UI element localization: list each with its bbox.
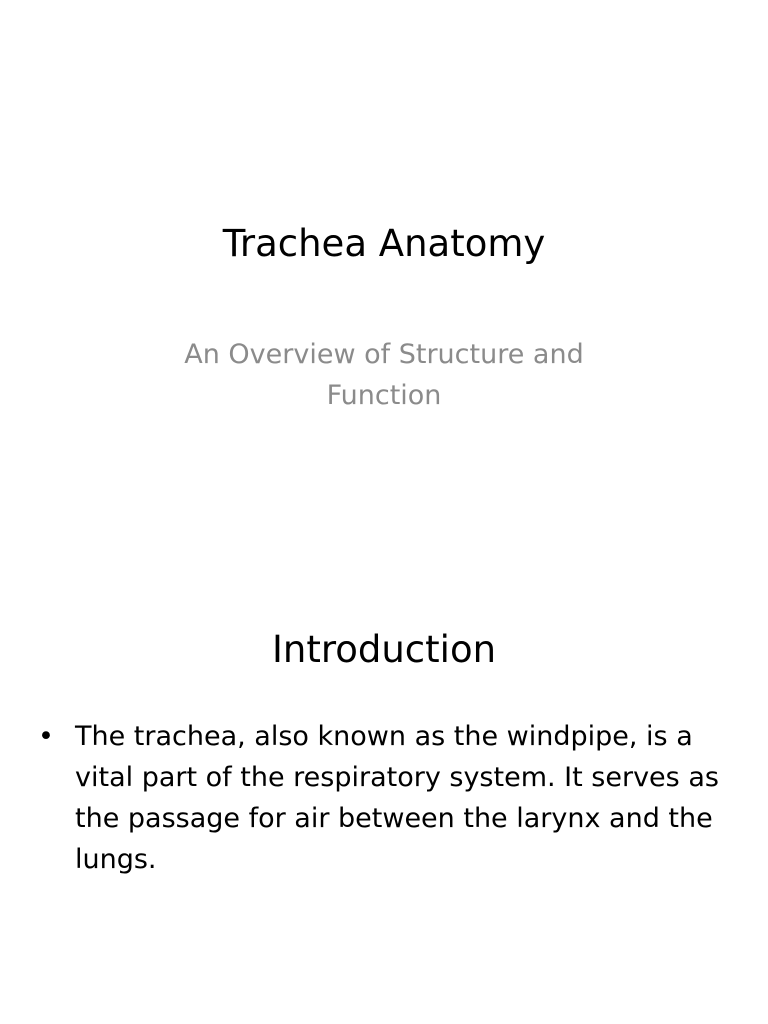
bullet-list [38, 716, 738, 880]
slide-heading: Introduction [271, 628, 497, 671]
bullet-text: The trachea, also known as the windpipe, is a vital part of the respiratory system. It serves as the passage for air between the larynx and the lungs. [75, 721, 719, 875]
bullet-item [38, 716, 738, 880]
introduction-slide [0, 512, 768, 1024]
bullet-dot-icon: • [38, 721, 54, 752]
slide-title: Trachea Anatomy [222, 222, 546, 265]
slide-subtitle: An Overview of Structure and Function [184, 339, 584, 411]
